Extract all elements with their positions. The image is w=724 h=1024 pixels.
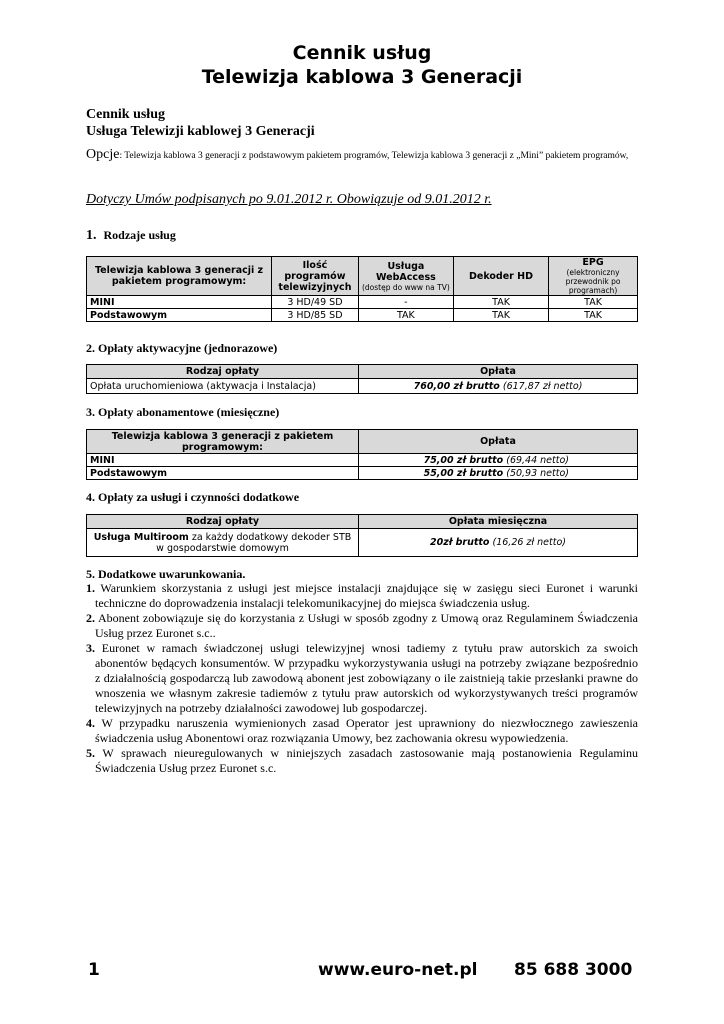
list-item [86, 611, 638, 641]
item-number: 4. [86, 716, 95, 730]
item-text: W sprawach nieuregulowanych w niniejszych zasadach zastosowanie mają postanowienia Regulaminu Świadczenia Usług przez Euronet s.c. [95, 746, 638, 775]
cell-channels: 3 HD/49 SD [272, 296, 359, 309]
cell-package: MINI [87, 454, 359, 467]
page-title-line-2: Telewizja kablowa 3 Generacji [201, 66, 523, 88]
col-decoder: Dekoder HD [453, 257, 548, 296]
list-item [86, 716, 638, 746]
table-row [87, 454, 638, 467]
table-row [87, 467, 638, 480]
list-item [86, 641, 638, 716]
item-text: W przypadku naruszenia wymienionych zasad Operator jest uprawniony do niezwłocznego zawieszenia świadczenia usług Abonentowi oraz rozwiązania Umowy, bez zachowania okresu wypowiedzenia. [95, 716, 638, 745]
fee-gross: 75,00 zł brutto [423, 454, 504, 466]
cell-epg: TAK [549, 309, 638, 322]
cell-package: Podstawowym [87, 309, 272, 322]
item-number: 1. [86, 581, 95, 595]
subscription-fees-table [86, 429, 638, 480]
item-text: Euronet w ramach świadczonej usługi telewizyjnej wnosi tadiemy z tytułu praw autorskich za swoich abonentów będących konsumentów. W przypadku wykorzystywania usługi na potrzeby związane bezpośrednio z działalnością gospodarczą lub zawodową abonent jest zobowiązany o ile zaistnieją takie przesłanki prawne do wnoszenia we własnym zakresie tadiemów z tytułu praw autorskich od wykorzystywanych treści programów telewizyjnych na potrzeby działalności zawodowej lub gospodarczej. [95, 641, 638, 715]
intro-heading-1: Cennik usług [86, 107, 165, 122]
item-number: 2. [86, 611, 95, 625]
fee-gross: 55,00 zł brutto [423, 467, 504, 479]
item-number: 5. [86, 746, 95, 760]
page-title-line-1: Cennik usług [292, 42, 432, 64]
section-2-title: 2. Opłaty aktywacyjne (jednorazowe) [86, 341, 278, 355]
item-text: Abonent zobowiązuje się do korzystania z Usługi w sposób zgodny z Umową oraz Regulaminem Świadczenia Usług przez Euronet s.c.. [95, 611, 638, 640]
item-text: Warunkiem skorzystania z usługi jest miejsce instalacji znajdujące się w zasięgu sieci Euronet i warunki techniczne do doprowadzenia instalacji telekomunikacyjnej do miejsca świadczenia usług. [95, 581, 638, 610]
section-1-heading [86, 226, 176, 244]
cell-fee [359, 529, 638, 557]
list-item [86, 746, 638, 776]
footer-phone: 85 688 3000 [514, 960, 633, 980]
fee-net: (617,87 zł netto) [502, 380, 583, 392]
cell-epg: TAK [549, 296, 638, 309]
cell-package: MINI [87, 296, 272, 309]
col-fee: Opłata [359, 430, 638, 454]
table-row [87, 379, 638, 394]
col-channels: Ilość programów telewizyjnych [272, 257, 359, 296]
options-label: Opcje [86, 147, 120, 162]
cell-fee-type: Opłata uruchomieniowa (aktywacja i Instalacja) [87, 379, 359, 394]
page-number: 1 [88, 960, 100, 980]
section-4-title: 4. Opłaty za usługi i czynności dodatkowe [86, 490, 300, 504]
col-epg-note: (elektroniczny przewodnik po programach) [565, 268, 621, 295]
fee-net: (50,93 netto) [506, 467, 569, 479]
service-name: Usługa Multiroom [93, 531, 189, 543]
fee-net: (69,44 netto) [506, 454, 569, 466]
intro-heading-2: Usługa Telewizji kablowej 3 Generacji [86, 124, 315, 139]
list-item [86, 581, 638, 611]
col-fee: Opłata [359, 365, 638, 379]
col-fee-type: Rodzaj opłaty [87, 515, 359, 529]
fee-net: (16,26 zł netto) [492, 537, 566, 548]
section-5-title: 5. Dodatkowe uwarunkowania. [86, 567, 246, 581]
table-row [87, 296, 638, 309]
fee-gross: 760,00 zł brutto [413, 380, 500, 392]
activation-fees-table [86, 364, 638, 394]
table-row [87, 309, 638, 322]
cell-webaccess: TAK [358, 309, 453, 322]
cell-package: Podstawowym [87, 467, 359, 480]
additional-fees-table [86, 514, 638, 557]
cell-fee [359, 467, 638, 480]
col-monthly-fee: Opłata miesięczna [359, 515, 638, 529]
footer-website: www.euro-net.pl [318, 960, 478, 980]
col-fee-type: Rodzaj opłaty [87, 365, 359, 379]
col-package: Telewizja kablowa 3 generacji z pakietem programowym: [87, 430, 359, 454]
fee-gross: 20zł brutto [429, 537, 490, 548]
col-package: Telewizja kablowa 3 generacji z pakietem programowym: [87, 257, 272, 296]
col-epg [549, 257, 638, 296]
section-1-title: Rodzaje usług [103, 228, 176, 242]
item-number: 3. [86, 641, 95, 655]
table-row [87, 529, 638, 557]
cell-webaccess: - [358, 296, 453, 309]
col-webaccess-label: Usługa WebAccess [376, 260, 436, 283]
col-epg-label: EPG [582, 257, 604, 268]
cell-channels: 3 HD/85 SD [272, 309, 359, 322]
conditions-list [86, 581, 638, 776]
validity-notice: Dotyczy Umów podpisanych po 9.01.2012 r. Obowiązuje od 9.01.2012 r. [86, 192, 492, 207]
options-paragraph [86, 149, 638, 162]
cell-service [87, 529, 359, 557]
cell-decoder: TAK [453, 296, 548, 309]
service-desc: za każdy dodatkowy dekoder STB w gospodarstwie domowym [156, 531, 352, 554]
section-1-number: 1. [86, 228, 97, 243]
cell-decoder: TAK [453, 309, 548, 322]
col-webaccess-note: (dostęp do www na TV) [361, 282, 450, 292]
cell-fee [359, 379, 638, 394]
options-text: : Telewizja kablowa 3 generacji z podstawowym pakietem programów, Telewizja kablowa 3 generacji z „Mini” pakietem programów, [119, 151, 629, 161]
section-3-title: 3. Opłaty abonamentowe (miesięczne) [86, 405, 280, 419]
col-webaccess [358, 257, 453, 296]
cell-fee [359, 454, 638, 467]
services-table [86, 256, 638, 322]
